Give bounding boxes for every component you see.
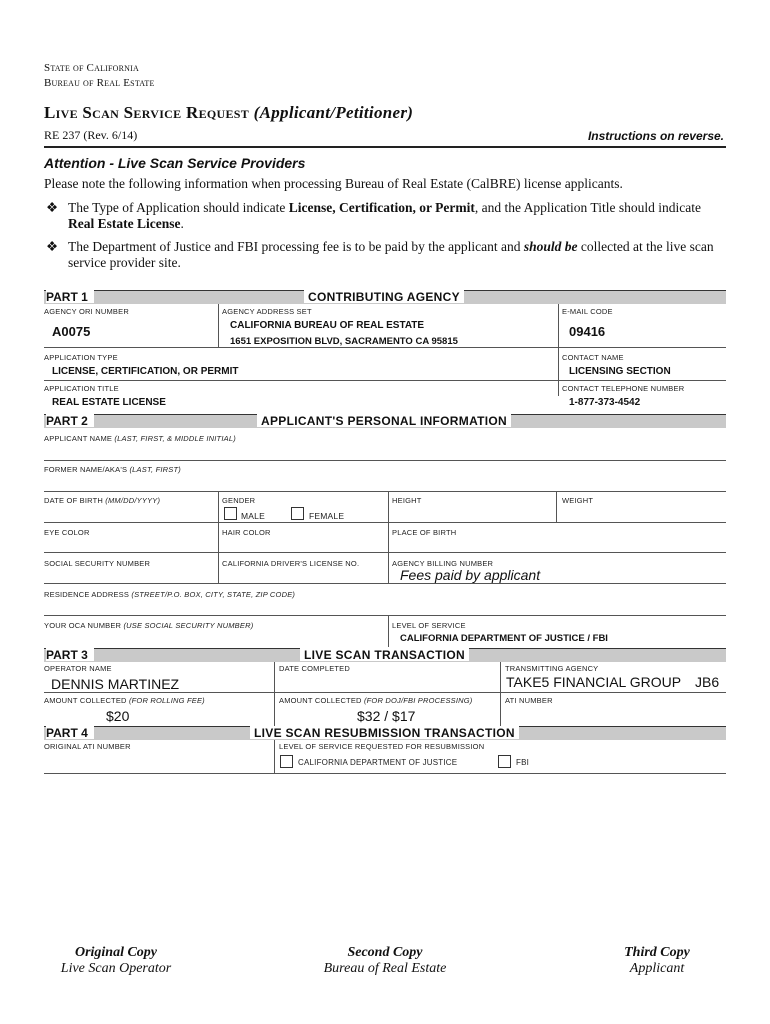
bullet-icon: ❖ (46, 200, 59, 215)
part2-header (44, 414, 726, 428)
former-name-label-text: FORMER NAME/AKA'S (44, 465, 130, 474)
part1-label: PART 1 (46, 290, 94, 303)
eye-color-label: EYE COLOR (44, 528, 90, 537)
form-number: RE 237 (Rev. 6/14) (44, 128, 138, 142)
part3-label: PART 3 (46, 648, 94, 661)
resubmission-level-label: LEVEL OF SERVICE REQUESTED FOR RESUBMISSION (279, 742, 485, 751)
copy-1-recipient: Live Scan Operator (60, 961, 172, 976)
divider (218, 491, 219, 583)
date-completed-label: DATE COMPLETED (279, 664, 351, 673)
state-name: State of California (44, 62, 140, 74)
bullet1-text-a: The Type of Application should indicate (68, 200, 289, 215)
header-rule (44, 146, 726, 148)
residence-label-text: RESIDENCE ADDRESS (44, 590, 132, 599)
email-code-value: 09416 (569, 324, 606, 339)
contact-name-value: LICENSING SECTION (569, 366, 671, 377)
divider (274, 740, 275, 773)
gender-label: GENDER (222, 496, 256, 505)
divider (558, 304, 559, 396)
bullet1-text-e: . (180, 216, 184, 231)
divider (388, 615, 389, 647)
dob-label (44, 496, 160, 505)
hair-color-label: HAIR COLOR (222, 528, 271, 537)
residence-label-hint: (STREET/P.O. BOX, CITY, STATE, ZIP CODE) (131, 590, 296, 599)
divider (218, 304, 219, 347)
part4-header (44, 726, 726, 740)
transmitting-agency-label: TRANSMITTING AGENCY (505, 664, 599, 673)
email-code-label: E-MAIL CODE (562, 307, 613, 316)
part3-header (44, 648, 726, 662)
row-rule (44, 347, 726, 348)
row-rule (44, 773, 726, 774)
address-line1: CALIFORNIA BUREAU OF REAL ESTATE (230, 320, 425, 331)
divider (500, 662, 501, 727)
bullet2-text-b: should be (523, 239, 578, 254)
doj-fee-label (279, 696, 473, 705)
rolling-fee-label (44, 696, 205, 705)
row-rule (44, 522, 726, 523)
level-of-service-value: CALIFORNIA DEPARTMENT OF JUSTICE / FBI (400, 633, 608, 644)
height-label: HEIGHT (392, 496, 422, 505)
dob-label-hint: (MM/DD/YYYY) (105, 496, 161, 505)
notice-bullet-1 (68, 200, 728, 232)
form-title-main: Live Scan Service Request (44, 103, 250, 122)
address-line2: 1651 EXPOSITION BLVD, SACRAMENTO CA 95815 (230, 336, 458, 347)
contact-phone-value: 1-877-373-4542 (569, 397, 641, 408)
doj-fee-label-text: AMOUNT COLLECTED (279, 696, 364, 705)
copy-2-title: Second Copy (347, 945, 423, 960)
bureau-name: Bureau of Real Estate (44, 77, 155, 89)
male-label: MALE (241, 511, 265, 521)
fbi-resubmission-checkbox[interactable] (498, 755, 511, 768)
contact-phone-label: CONTACT TELEPHONE NUMBER (562, 384, 685, 393)
bullet1-text-d: Real Estate License (68, 216, 181, 231)
part2-title: APPLICANT'S PERSONAL INFORMATION (257, 414, 511, 427)
fbi-resubmission-label: FBI (516, 758, 530, 767)
form-title-italic: (Applicant/Petitioner) (253, 103, 414, 122)
part4-title: LIVE SCAN RESUBMISSION TRANSACTION (250, 726, 519, 739)
oca-label-text: YOUR OCA NUMBER (44, 621, 124, 630)
address-label: AGENCY ADDRESS SET (222, 307, 312, 316)
billing-number-label: AGENCY BILLING NUMBER (392, 559, 494, 568)
contact-name-label: CONTACT NAME (562, 353, 624, 362)
part1-header (44, 290, 726, 304)
ssn-label: SOCIAL SECURITY NUMBER (44, 559, 151, 568)
drivers-license-label: CALIFORNIA DRIVER'S LICENSE NO. (222, 559, 360, 568)
ori-label: AGENCY ORI NUMBER (44, 307, 129, 316)
level-of-service-label: LEVEL OF SERVICE (392, 621, 466, 630)
operator-name-label: OPERATOR NAME (44, 664, 112, 673)
notice-bullet-2 (68, 239, 728, 271)
divider (388, 552, 389, 583)
applicant-name-label-text: APPLICANT NAME (44, 434, 115, 443)
bullet1-text-c: , and the Application Title should indicate (474, 200, 701, 215)
part2-label: PART 2 (46, 414, 94, 427)
copy-3-title: Third Copy (624, 945, 690, 960)
part1-title: CONTRIBUTING AGENCY (304, 290, 464, 303)
part4-label: PART 4 (46, 726, 94, 739)
application-type-value: LICENSE, CERTIFICATION, OR PERMIT (52, 366, 239, 377)
bullet1-text-b: License, Certification, or Permit (288, 200, 475, 215)
letterhead (44, 61, 155, 91)
residence-label (44, 590, 295, 599)
former-name-field[interactable] (44, 491, 726, 492)
instructions-note: Instructions on reverse. (587, 129, 724, 143)
former-name-label-hint: (LAST, FIRST) (129, 465, 181, 474)
dob-label-text: DATE OF BIRTH (44, 496, 106, 505)
doj-resubmission-label: CALIFORNIA DEPARTMENT OF JUSTICE (298, 758, 458, 767)
female-checkbox[interactable] (291, 507, 304, 520)
notice-heading: Attention - Live Scan Service Providers (44, 155, 306, 171)
ati-number-label: ATI NUMBER (505, 696, 553, 705)
former-name-label (44, 465, 181, 474)
application-type-label: APPLICATION TYPE (44, 353, 118, 362)
application-title-value: REAL ESTATE LICENSE (52, 397, 166, 408)
place-of-birth-label: PLACE OF BIRTH (392, 528, 457, 537)
part3-title: LIVE SCAN TRANSACTION (300, 648, 469, 661)
oca-label (44, 621, 253, 630)
ori-value: A0075 (52, 324, 91, 339)
row-rule (44, 380, 726, 381)
copy-1-title: Original Copy (74, 945, 158, 960)
billing-number-value: Fees paid by applicant (400, 567, 541, 583)
applicant-name-label-hint: (LAST, FIRST, & MIDDLE INITIAL) (114, 434, 236, 443)
operator-name-value: DENNIS MARTINEZ (51, 676, 180, 692)
doj-fee-value: $32 / $17 (357, 708, 416, 724)
notice-intro: Please note the following information when processing Bureau of Real Estate (CalBRE) license applicants. (44, 176, 623, 191)
bullet-icon: ❖ (46, 239, 59, 254)
male-checkbox[interactable] (224, 507, 237, 520)
bullet2-text-a: The Department of Justice and FBI processing fee is to be paid by the applicant and (68, 239, 524, 254)
weight-label: WEIGHT (562, 496, 594, 505)
application-title-label: APPLICATION TITLE (44, 384, 119, 393)
bullet2-text-c: collected at the live scan (577, 239, 714, 254)
rolling-fee-label-hint: (FOR ROLLING FEE) (128, 696, 205, 705)
divider (556, 491, 557, 522)
copy-2-recipient: Bureau of Real Estate (323, 961, 447, 976)
row-rule (44, 583, 726, 584)
original-ati-label: ORIGINAL ATI NUMBER (44, 742, 131, 751)
rolling-fee-label-text: AMOUNT COLLECTED (44, 696, 129, 705)
row-rule (44, 552, 726, 553)
form-title (44, 103, 413, 123)
applicant-name-label (44, 434, 236, 443)
bullet2-text-d: service provider site. (68, 255, 181, 270)
applicant-name-field[interactable] (44, 460, 726, 461)
doj-resubmission-checkbox[interactable] (280, 755, 293, 768)
rolling-fee-value: $20 (106, 708, 130, 724)
copy-3-recipient: Applicant (629, 961, 685, 976)
divider (274, 662, 275, 727)
residence-field[interactable] (44, 615, 726, 616)
transmitting-agency-value: TAKE5 FINANCIAL GROUP (506, 674, 682, 690)
transmitting-agency-code: JB6 (695, 674, 720, 690)
oca-label-hint: (USE SOCIAL SECURITY NUMBER) (123, 621, 254, 630)
row-rule (44, 692, 726, 693)
doj-fee-label-hint: (FOR DOJ/FBI PROCESSING) (363, 696, 473, 705)
female-label: FEMALE (309, 511, 345, 521)
